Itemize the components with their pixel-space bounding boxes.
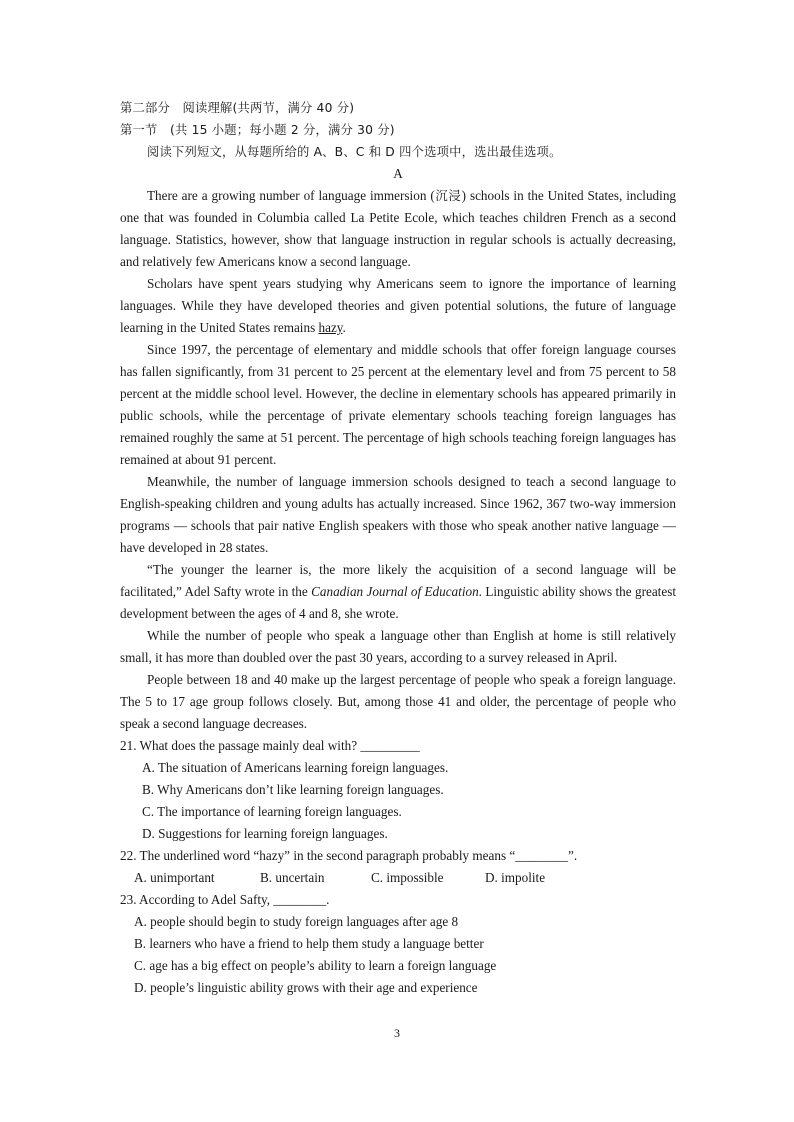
journal-title: Canadian Journal of Education — [311, 584, 479, 599]
option-a: A. unimportant — [134, 870, 215, 885]
paragraph-7: People between 18 and 40 make up the largest percentage of people who speak a foreign language. The 5 to 17 age group follows closely. But, among those 41 and older, the percentage of people who speak a second language decreases. — [120, 672, 676, 731]
passage-label: A — [393, 166, 403, 181]
paragraph-4: Meanwhile, the number of language immersion schools designed to teach a second language to English-speaking children and young adults has actually increased. Since 1962, 367 two-way immersion programs — schools that pair native English speakers with those who speak another native language — have developed in 28 states. — [120, 474, 676, 555]
question-stem: 21. What does the passage mainly deal with? _________ — [120, 738, 420, 753]
question-21 — [120, 735, 676, 845]
option-d: D. people’s linguistic ability grows with their age and experience — [134, 980, 478, 995]
options-row — [120, 867, 676, 889]
question-22 — [120, 845, 676, 889]
paragraph-6: While the number of people who speak a language other than English at home is still relatively small, it has more than doubled over the past 30 years, according to a survey released in April. — [120, 628, 676, 665]
chinese-gloss: 沉浸 — [434, 189, 462, 203]
question-stem: 22. The underlined word “hazy” in the second paragraph probably means “________”. — [120, 848, 578, 863]
option-d: D. Suggestions for learning foreign languages. — [142, 826, 388, 841]
paragraph-1: There are a growing number of language immersion (沉浸) schools in the United States, including one that was founded in Columbia called La Petite Ecole, which teaches children French as a second language. Statistics, however, show that language instruction in regular schools is actually decreasing, and relatively few Americans know a second language. — [120, 188, 677, 269]
exam-page — [120, 97, 676, 999]
option-b: B. uncertain — [260, 870, 325, 885]
option-b: B. Why Americans don’t like learning foreign languages. — [142, 782, 444, 797]
option-b: B. learners who have a friend to help them study a language better — [134, 936, 484, 951]
option-c: C. impossible — [371, 870, 444, 885]
option-c: C. age has a big effect on people’s ability to learn a foreign language — [134, 958, 497, 973]
option-a: A. The situation of Americans learning foreign languages. — [142, 760, 449, 775]
part-heading: 第二部分 阅读理解(共两节，满分 40 分) — [120, 101, 355, 115]
question-stem: 23. According to Adel Safty, ________. — [120, 892, 330, 907]
paragraph-3: Since 1997, the percentage of elementary and middle schools that offer foreign language courses has fallen significantly, from 31 percent to 25 percent at the elementary level and from 75 percent to 58 percent at the middle school level. However, the decline in elementary schools has appeared primarily in public schools, while the percentage of private elementary schools teaching foreign languages has remained roughly the same at 51 percent. The percentage of high schools teaching foreign languages has remained at about 91 percent. — [120, 342, 676, 467]
paragraph-5: “The younger the learner is, the more likely the acquisition of a second language will be facilitated,” Adel Safty wrote in the Canadian Journal of Education. Linguistic ability shows the greatest development between the ages of 4 and 8, she wrote. — [120, 562, 676, 621]
paragraph-2: Scholars have spent years studying why Americans seem to ignore the importance of learning languages. While they have developed theories and given potential solutions, the future of language learning in the United States remains hazy. — [120, 276, 676, 335]
option-a: A. people should begin to study foreign languages after age 8 — [134, 914, 459, 929]
option-c: C. The importance of learning foreign languages. — [142, 804, 402, 819]
option-d: D. impolite — [485, 870, 546, 885]
question-23 — [120, 889, 676, 999]
page-number: 3 — [394, 1026, 400, 1040]
section-heading: 第一节 (共 15 小题；每小题 2 分，满分 30 分) — [120, 123, 395, 137]
underlined-word: hazy — [318, 320, 343, 335]
instruction-text: 阅读下列短文，从每题所给的 A、B、C 和 D 四个选项中，选出最佳选项。 — [147, 145, 562, 159]
